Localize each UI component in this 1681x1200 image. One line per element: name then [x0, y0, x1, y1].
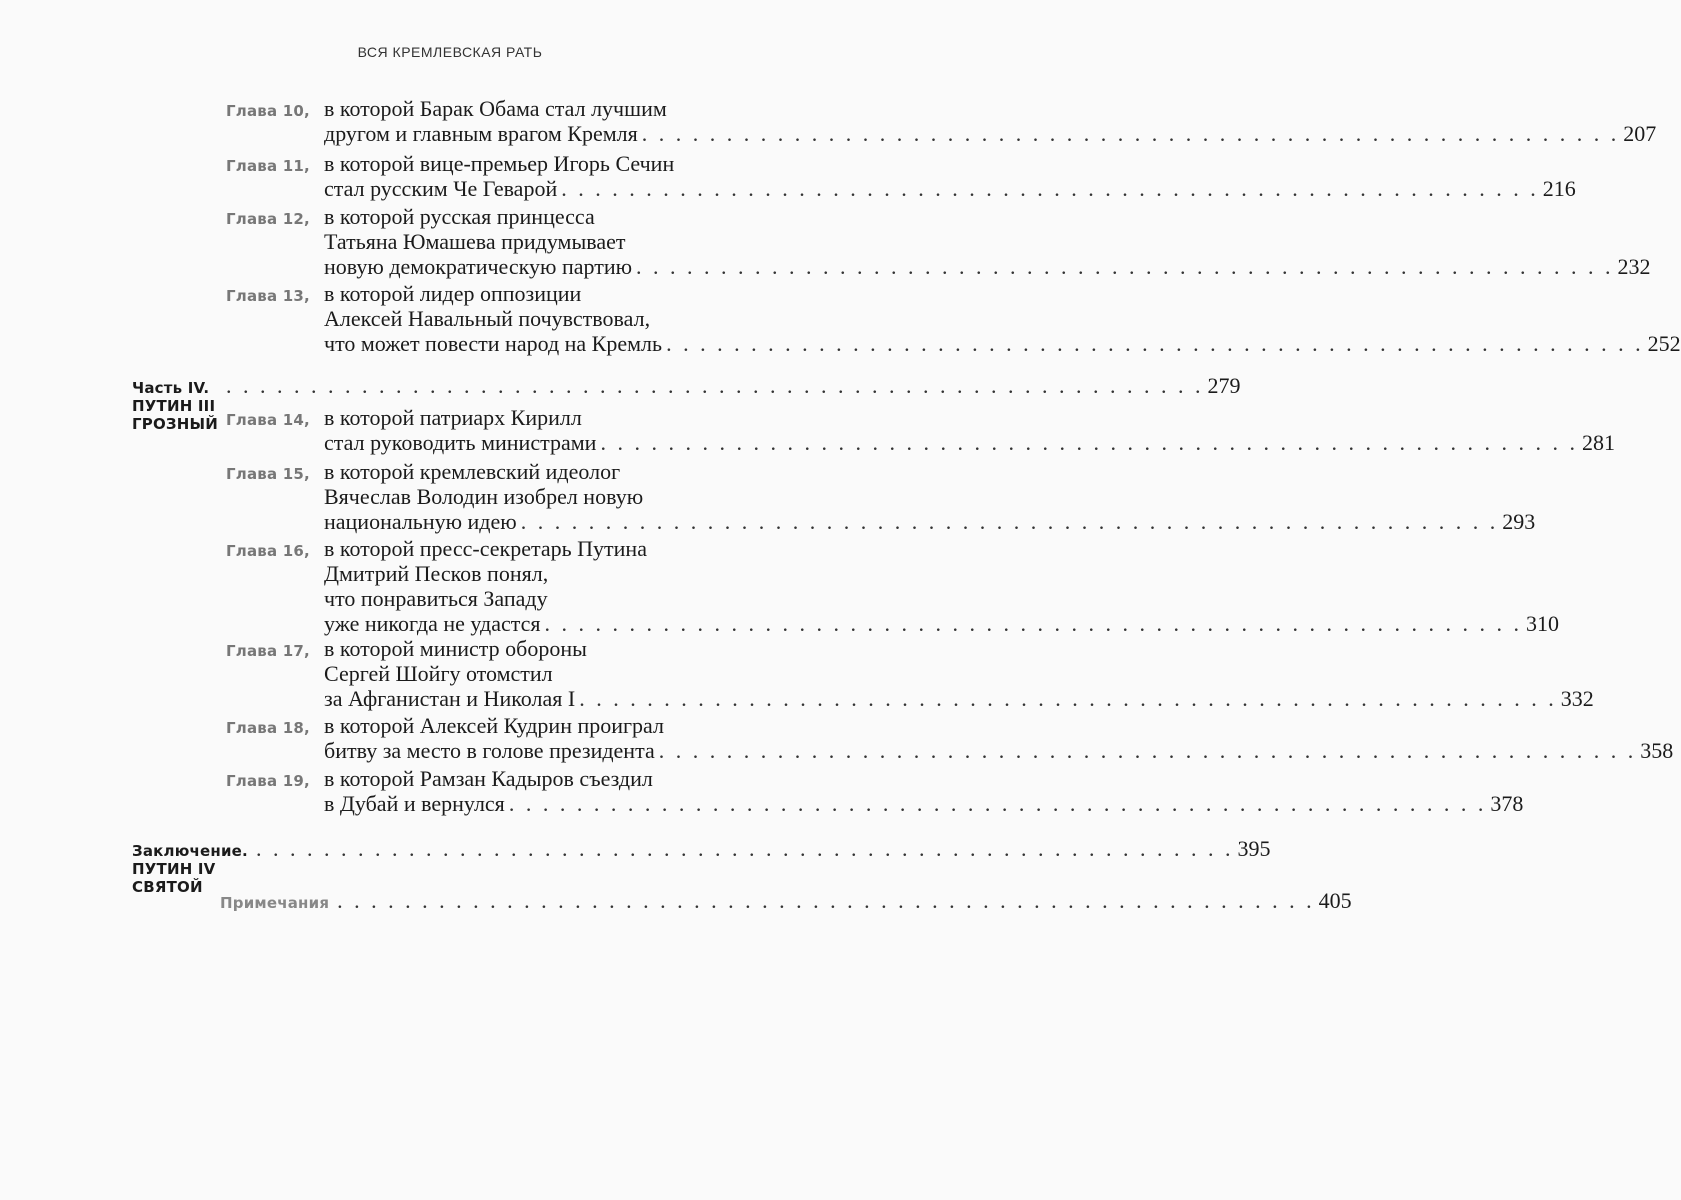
dot-leader: . . . . . . . . . . . . . . . . . . . . . . . . . . . . . . . . . . . . . . . . . . . . . . . . . . . . . . . . . .: [544, 611, 1523, 636]
entry-line: стал руководить министрами: [324, 430, 597, 455]
entry-line: Дмитрий Песков понял,: [324, 561, 549, 586]
dot-leader: . . . . . . . . . . . . . . . . . . . . . . . . . . . . . . . . . . . . . . . . . . . . . . . . . . . . . . . . . .: [520, 509, 1499, 534]
entry-line: что понравиться Западу: [324, 586, 548, 611]
page-number: 279: [1207, 373, 1241, 398]
entry-line: в которой Алексей Кудрин проиграл: [324, 713, 664, 738]
entry-line: уже никогда не удастся: [324, 611, 541, 636]
entry-line: битву за место в голове президента: [324, 738, 655, 763]
page-number: 395: [1237, 836, 1271, 861]
dot-leader: . . . . . . . . . . . . . . . . . . . . . . . . . . . . . . . . . . . . . . . . . . . . . . . . . . . . . . . . . .: [561, 176, 1539, 201]
dot-leader: . . . . . . . . . . . . . . . . . . . . . . . . . . . . . . . . . . . . . . . . . . . . . . . . . . . . . . . . . .: [636, 254, 1614, 279]
dot-leader: . . . . . . . . . . . . . . . . . . . . . . . . . . . . . . . . . . . . . . . . . . . . . . . . . . . . . . . . . .: [508, 791, 1487, 816]
page-number: 281: [1581, 430, 1615, 455]
chapter-label: Глава 16,: [226, 542, 310, 560]
dot-leader: . . . . . . . . . . . . . . . . . . . . . . . . . . . . . . . . . . . . . . . . . . . . . . . . . . . . . . . . . .: [641, 121, 1620, 146]
page-number: 405: [1318, 888, 1352, 913]
page-number: 216: [1542, 176, 1576, 201]
page-number: 207: [1623, 121, 1657, 146]
notes-label: Примечания: [220, 894, 330, 912]
entry-line: Алексей Навальный почувствовал,: [324, 306, 651, 331]
entry-line: в которой русская принцесса: [324, 204, 595, 229]
entry-line: в которой вице-премьер Игорь Сечин: [324, 151, 675, 176]
dot-leader: . . . . . . . . . . . . . . . . . . . . . . . . . . . . . . . . . . . . . . . . . . . . . . . . . . . . . . . . . .: [579, 686, 1557, 711]
entry-line: другом и главным врагом Кремля: [324, 121, 638, 146]
page-number: 232: [1617, 254, 1651, 279]
chapter-label: Глава 15,: [226, 465, 310, 483]
entry-line: новую демократическую партию: [324, 254, 633, 279]
chapter-label: Глава 13,: [226, 287, 310, 305]
chapter-label: Глава 18,: [226, 719, 310, 737]
entry-line: в которой кремлевский идеолог: [324, 459, 621, 484]
toc-entry-conclusion[interactable]: [132, 836, 1271, 896]
dot-leader: . . . . . . . . . . . . . . . . . . . . . . . . . . . . . . . . . . . . . . . . . . . . . . . . . . . . . . . . . .: [255, 836, 1234, 861]
page-number: 378: [1490, 791, 1524, 816]
dot-leader: . . . . . . . . . . . . . . . . . . . . . . . . . . . . . . . . . . . . . . . . . . . . . . . . . . . . . . . . . .: [226, 373, 1204, 398]
conclusion-label: Заключение. ПУТИН IV СВЯТОЙ: [132, 842, 248, 896]
entry-line: в которой Рамзан Кадыров съездил: [324, 766, 653, 791]
dot-leader: . . . . . . . . . . . . . . . . . . . . . . . . . . . . . . . . . . . . . . . . . . . . . . . . . . . . . . . . . .: [337, 888, 1315, 913]
chapter-label: Глава 12,: [226, 210, 310, 228]
dot-leader: . . . . . . . . . . . . . . . . . . . . . . . . . . . . . . . . . . . . . . . . . . . . . . . . . . . . . . . . . .: [600, 430, 1578, 455]
entry-line: в которой патриарх Кирилл: [324, 405, 582, 430]
page-number: 252: [1647, 331, 1681, 356]
dot-leader: . . . . . . . . . . . . . . . . . . . . . . . . . . . . . . . . . . . . . . . . . . . . . . . . . . . . . . . . . .: [666, 331, 1644, 356]
entry-line: в которой пресс-секретарь Путина: [324, 536, 647, 561]
chapter-label: Глава 19,: [226, 772, 310, 790]
page-number: 358: [1640, 738, 1674, 763]
entry-line: в Дубай и вернулся: [324, 791, 505, 816]
chapter-label: Глава 17,: [226, 642, 310, 660]
chapter-label: Глава 10,: [226, 102, 310, 120]
entry-line: Вячеслав Володин изобрел новую: [324, 484, 644, 509]
toc-entry-notes[interactable]: [220, 888, 1352, 914]
entry-line: что может повести народ на Кремль: [324, 331, 663, 356]
dot-leader: . . . . . . . . . . . . . . . . . . . . . . . . . . . . . . . . . . . . . . . . . . . . . . . . . . . . . . . . . .: [658, 738, 1637, 763]
entry-line: стал русским Че Геварой: [324, 176, 558, 201]
entry-line: Сергей Шойгу отомстил: [324, 661, 553, 686]
chapter-label: Глава 11,: [226, 157, 310, 175]
entry-line: национальную идею: [324, 509, 517, 534]
chapter-label: Глава 14,: [226, 411, 310, 429]
page-number: 293: [1502, 509, 1536, 534]
page-number: 332: [1560, 686, 1594, 711]
running-head: ВСЯ КРЕМЛЕВСКАЯ РАТЬ: [357, 44, 543, 60]
entry-line: Татьяна Юмашева придумывает: [324, 229, 626, 254]
entry-line: в которой министр обороны: [324, 636, 587, 661]
entry-line: в которой лидер оппозиции: [324, 281, 582, 306]
part-label: Часть IV. ПУТИН III ГРОЗНЫЙ: [132, 379, 219, 433]
entry-line: за Афганистан и Николая I: [324, 686, 576, 711]
page-number: 310: [1526, 611, 1560, 636]
entry-line: в которой Барак Обама стал лучшим: [324, 96, 667, 121]
